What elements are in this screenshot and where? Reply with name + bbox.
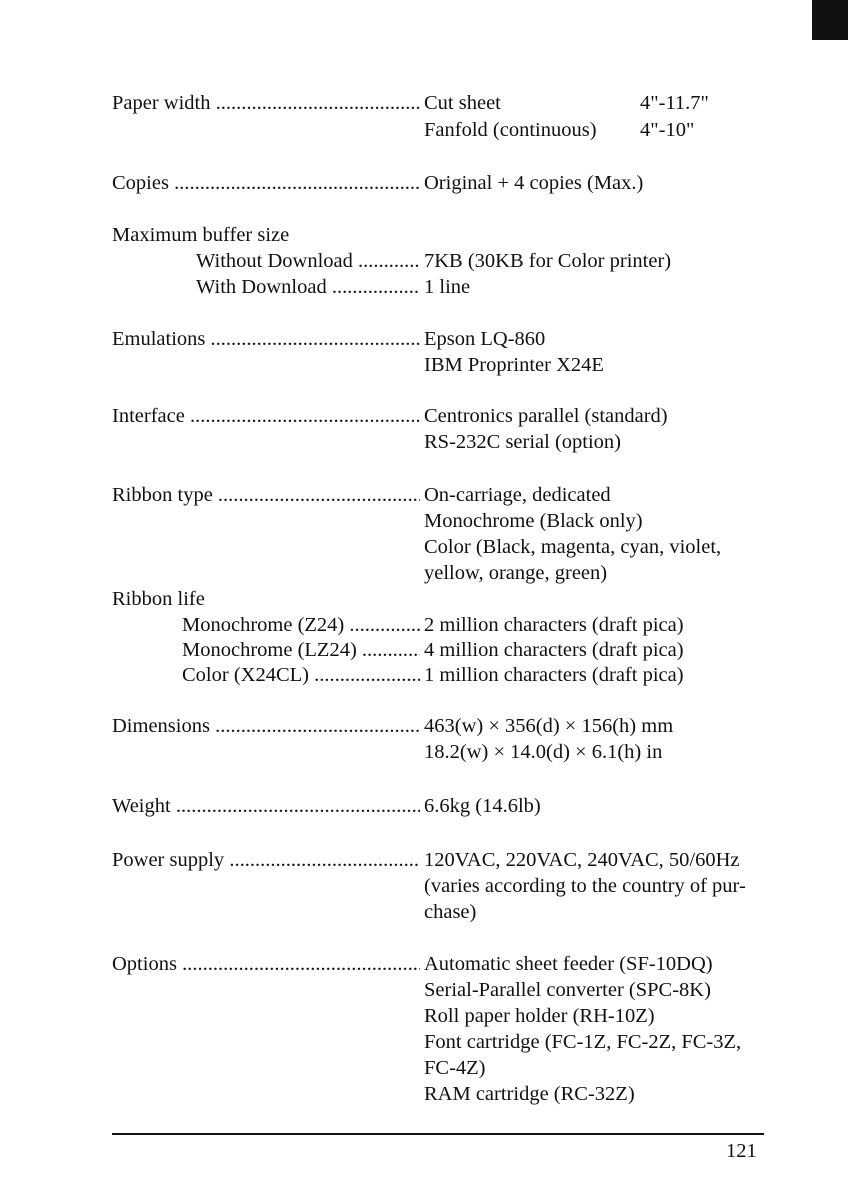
spec-label: Emulations .....: [112, 326, 420, 352]
spec-value: RS-232C serial (option): [424, 431, 622, 453]
spec-value: Serial-Parallel converter (SPC-8K): [424, 979, 711, 1001]
spec-value: chase): [424, 901, 477, 923]
spec-label: Ribbon type .....: [112, 482, 420, 508]
page-number: 121: [726, 1140, 757, 1162]
spec-value: yellow, orange, green): [424, 562, 608, 584]
spec-value: On-carriage, dedicated: [424, 484, 611, 506]
spec-value: 463(w) × 356(d) × 156(h) mm: [424, 715, 674, 737]
spec-label: Ribbon life: [112, 588, 205, 610]
spec-label: Interface .....: [112, 403, 420, 429]
spec-sublabel: With Download .....: [196, 274, 420, 300]
spec-range: 4"-10": [640, 119, 695, 141]
spec-label: Paper width .....: [112, 90, 420, 116]
spec-value: 6.6kg (14.6lb): [424, 795, 541, 817]
spec-value: Automatic sheet feeder (SF-10DQ): [424, 953, 713, 975]
spec-value: Font cartridge (FC-1Z, FC-2Z, FC-3Z,: [424, 1031, 742, 1053]
spec-value: 7KB (30KB for Color printer): [424, 250, 672, 272]
spec-label: Copies .....: [112, 170, 420, 196]
spec-sublabel: Monochrome (LZ24) .....: [182, 637, 420, 663]
spec-value: 1 million characters (draft pica): [424, 664, 684, 686]
spec-value: 4 million characters (draft pica): [424, 639, 684, 661]
spec-value: (varies according to the country of pur-: [424, 875, 746, 897]
spec-value: Epson LQ-860: [424, 328, 546, 350]
spec-value: Fanfold (continuous): [424, 119, 597, 141]
spec-value: Centronics parallel (standard): [424, 405, 668, 427]
spec-value: IBM Proprinter X24E: [424, 354, 604, 376]
spec-value: Original + 4 copies (Max.): [424, 172, 644, 194]
spec-label: Dimensions .....: [112, 713, 420, 739]
corner-registration-mark: [812, 0, 848, 40]
spec-value: Cut sheet: [424, 92, 501, 114]
spec-sublabel: Color (X24CL) .....: [182, 662, 420, 688]
spec-value: Monochrome (Black only): [424, 510, 643, 532]
spec-value: Color (Black, magenta, cyan, violet,: [424, 536, 722, 558]
spec-value: 1 line: [424, 276, 471, 298]
spec-value: 18.2(w) × 14.0(d) × 6.1(h) in: [424, 741, 663, 763]
footer-rule: [112, 1133, 764, 1135]
spec-sublabel: Without Download .....: [196, 248, 420, 274]
spec-range: 4"-11.7": [640, 92, 709, 114]
spec-value: FC-4Z): [424, 1057, 486, 1079]
spec-sublabel: Monochrome (Z24) .....: [182, 612, 420, 638]
spec-label: Options .....: [112, 951, 420, 977]
spec-label: Weight .....: [112, 793, 420, 819]
spec-label: Power supply .....: [112, 847, 420, 873]
spec-value: RAM cartridge (RC-32Z): [424, 1083, 635, 1105]
spec-label: Maximum buffer size: [112, 224, 290, 246]
spec-value: 120VAC, 220VAC, 240VAC, 50/60Hz: [424, 849, 740, 871]
spec-value: 2 million characters (draft pica): [424, 614, 684, 636]
spec-value: Roll paper holder (RH-10Z): [424, 1005, 655, 1027]
